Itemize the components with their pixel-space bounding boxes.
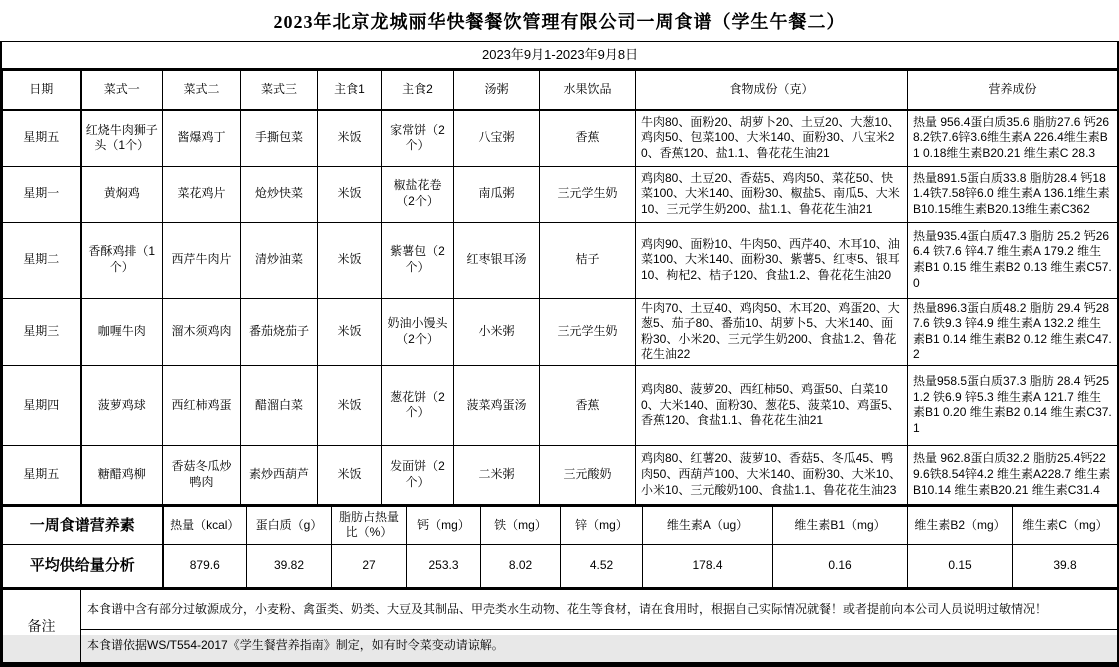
summary-value-cell: 0.15: [908, 544, 1013, 587]
page-title: 2023年北京龙城丽华快餐餐饮管理有限公司一周食谱（学生午餐二）: [273, 11, 846, 32]
summary-header-cell: 铁（mg）: [481, 506, 561, 545]
dish3-cell: 素炒西葫芦: [241, 445, 318, 504]
day-cell: 星期三: [3, 298, 81, 365]
summary-header-cell: 维生素B2（mg）: [908, 506, 1013, 545]
fruit-cell: 三元酸奶: [540, 445, 636, 504]
col-header-fruit: 水果饮品: [540, 70, 636, 111]
staple2-cell: 发面饼（2个）: [382, 445, 454, 504]
summary-value-cell: 0.16: [773, 544, 908, 587]
summary-table: [2, 505, 1118, 588]
dish3-cell: 番茄烧茄子: [241, 298, 318, 365]
staple1-cell: 米饭: [318, 365, 382, 445]
menu-row: [3, 298, 1118, 365]
day-cell: 星期五: [3, 445, 81, 504]
summary-value-cell: 879.6: [163, 544, 247, 587]
menu-row: [3, 166, 1118, 222]
menu-table-box: [0, 41, 1119, 667]
summary-label-line1: 一周食谱营养素: [3, 506, 163, 545]
dish1-cell: 黄焖鸡: [81, 166, 163, 222]
summary-value-row: [3, 544, 1118, 587]
dish3-cell: 炝炒快菜: [241, 166, 318, 222]
soup-cell: 红枣银耳汤: [454, 222, 540, 298]
summary-value-cell: 39.8: [1013, 544, 1118, 587]
note-row: [3, 629, 1118, 662]
col-header-nutrition: 营养成份: [908, 70, 1118, 111]
day-cell: 星期四: [3, 365, 81, 445]
dish1-cell: 菠萝鸡球: [81, 365, 163, 445]
soup-cell: 南瓜粥: [454, 166, 540, 222]
soup-cell: 八宝粥: [454, 110, 540, 166]
summary-header-cell: 维生素C（mg）: [1013, 506, 1118, 545]
col-header-staple1: 主食1: [318, 70, 382, 111]
summary-header-cell: 蛋白质（g）: [247, 506, 332, 545]
summary-header-cell: 钙（mg）: [407, 506, 481, 545]
ingredients-cell: 鸡肉80、红薯20、菠萝10、香菇5、冬瓜45、鸭肉50、西葫芦100、大米140、面粉30、大米10、小米10、三元酸奶100、食盐1.1、鲁花花生油23: [636, 445, 908, 504]
fruit-cell: 三元学生奶: [540, 166, 636, 222]
staple1-cell: 米饭: [318, 222, 382, 298]
summary-value-cell: 8.02: [481, 544, 561, 587]
soup-cell: 菠菜鸡蛋汤: [454, 365, 540, 445]
summary-label-line2: 平均供给量分析: [3, 544, 163, 587]
nutrition-cell: 热量958.5蛋白质37.3 脂肪 28.4 钙251.2 铁6.9 锌5.3 维生素A 121.7 维生素B1 0.20 维生素B2 0.14 维生素C37.1: [908, 365, 1118, 445]
summary-header-cell: 热量（kcal）: [163, 506, 247, 545]
col-header-dish2: 菜式二: [163, 70, 241, 111]
dish1-cell: 香酥鸡排（1个）: [81, 222, 163, 298]
staple1-cell: 米饭: [318, 445, 382, 504]
menu-row: [3, 445, 1118, 504]
dish2-cell: 菜花鸡片: [163, 166, 241, 222]
dish1-cell: 糖醋鸡柳: [81, 445, 163, 504]
date-row: [3, 42, 1118, 70]
fruit-cell: 桔子: [540, 222, 636, 298]
soup-cell: 小米粥: [454, 298, 540, 365]
ingredients-cell: 牛肉70、土豆40、鸡肉50、木耳20、鸡蛋20、大葱5、茄子80、番茄10、胡萝卜5、大米140、面粉30、小米20、三元学生奶200、食盐1.2、鲁花花生油22: [636, 298, 908, 365]
date-range: 2023年9月1-2023年9月8日: [3, 42, 1118, 70]
note-line: 本食谱中含有部分过敏源成分，小麦粉、禽蛋类、奶类、大豆及其制品、甲壳类水生动物、花生等食材，请在食用时，根据自己实际情况就餐！或者提前向本公司人员说明过敏情况！: [81, 589, 1118, 630]
col-header-dish3: 菜式三: [241, 70, 318, 111]
staple1-cell: 米饭: [318, 298, 382, 365]
dish3-cell: 手撕包菜: [241, 110, 318, 166]
nutrition-cell: 热量 956.4蛋白质35.6 脂肪27.6 钙268.2铁7.6锌3.6维生素A 226.4维生素B1 0.18维生素B20.21 维生素C 28.3: [908, 110, 1118, 166]
dish2-cell: 西红柿鸡蛋: [163, 365, 241, 445]
dish2-cell: 香菇冬瓜炒鸭肉: [163, 445, 241, 504]
soup-cell: 二米粥: [454, 445, 540, 504]
menu-row: [3, 222, 1118, 298]
dish3-cell: 清炒油菜: [241, 222, 318, 298]
dish2-cell: 西芹牛肉片: [163, 222, 241, 298]
notes-label: 备注: [3, 589, 81, 663]
nutrition-cell: 热量891.5蛋白质33.8 脂肪28.4 钙181.4铁7.58锌6.0 维生素A 136.1维生素B10.15维生素B20.13维生素C362: [908, 166, 1118, 222]
dish1-cell: 咖喱牛肉: [81, 298, 163, 365]
summary-header-row: [3, 506, 1118, 545]
menu-row: [3, 365, 1118, 445]
staple2-cell: 椒盐花卷（2个）: [382, 166, 454, 222]
staple2-cell: 家常饼（2个）: [382, 110, 454, 166]
dish1-cell: 红烧牛肉狮子头（1个）: [81, 110, 163, 166]
fruit-cell: 香蕉: [540, 365, 636, 445]
col-header-dish1: 菜式一: [81, 70, 163, 111]
fruit-cell: 香蕉: [540, 110, 636, 166]
staple1-cell: 米饭: [318, 110, 382, 166]
dish2-cell: 酱爆鸡丁: [163, 110, 241, 166]
header-row: [3, 70, 1118, 111]
fruit-cell: 三元学生奶: [540, 298, 636, 365]
col-header-staple2: 主食2: [382, 70, 454, 111]
summary-header-cell: 维生素A（ug）: [643, 506, 773, 545]
summary-header-cell: 脂肪占热量比（%）: [332, 506, 407, 545]
summary-header-cell: 锌（mg）: [561, 506, 643, 545]
ingredients-cell: 牛肉80、面粉20、胡萝卜20、土豆20、大葱10、鸡肉50、包菜100、大米140、面粉30、八宝米20、香蕉120、盐1.1、鲁花花生油21: [636, 110, 908, 166]
ingredients-cell: 鸡肉80、土豆20、香菇5、鸡肉50、菜花50、快菜100、大米140、面粉30、椒盐5、南瓜5、大米10、三元学生奶200、盐1.1、鲁花花生油21: [636, 166, 908, 222]
summary-header-cell: 维生素B1（mg）: [773, 506, 908, 545]
nutrition-cell: 热量896.3蛋白质48.2 脂肪 29.4 钙287.6 铁9.3 锌4.9 维生素A 132.2 维生素B1 0.14 维生素B2 0.12 维生素C47.2: [908, 298, 1118, 365]
col-header-ingredients: 食物成份（克）: [636, 70, 908, 111]
ingredients-cell: 鸡肉90、面粉10、牛肉50、西芹40、木耳10、油菜100、大米140、面粉30、紫薯5、红枣5、银耳10、枸杞2、桔子120、食盐1.2、鲁花花生油20: [636, 222, 908, 298]
summary-value-cell: 4.52: [561, 544, 643, 587]
summary-value-cell: 39.82: [247, 544, 332, 587]
summary-value-cell: 178.4: [643, 544, 773, 587]
summary-value-cell: 253.3: [407, 544, 481, 587]
staple2-cell: 紫薯包（2个）: [382, 222, 454, 298]
menu-table: [2, 42, 1118, 505]
menu-row: [3, 110, 1118, 166]
day-cell: 星期五: [3, 110, 81, 166]
nutrition-cell: 热量 962.8蛋白质32.2 脂肪25.4钙229.6铁8.54锌4.2 维生素A228.7 维生素B10.14 维生素B20.21 维生素C31.4: [908, 445, 1118, 504]
day-cell: 星期二: [3, 222, 81, 298]
staple2-cell: 奶油小馒头（2个）: [382, 298, 454, 365]
notes-table: [2, 588, 1118, 663]
dish3-cell: 醋溜白菜: [241, 365, 318, 445]
day-cell: 星期一: [3, 166, 81, 222]
staple2-cell: 葱花饼（2个）: [382, 365, 454, 445]
ingredients-cell: 鸡肉80、菠萝20、西红柿50、鸡蛋50、白菜100、大米140、面粉30、葱花5、菠菜10、鸡蛋5、香蕉120、食盐1.1、鲁花花生油21: [636, 365, 908, 445]
col-header-soup: 汤粥: [454, 70, 540, 111]
dish2-cell: 溜木须鸡肉: [163, 298, 241, 365]
col-header-day: 日期: [3, 70, 81, 111]
note-line: 本食谱依据WS/T554-2017《学生餐营养指南》制定，如有时令菜变动请谅解。: [81, 629, 1118, 662]
staple1-cell: 米饭: [318, 166, 382, 222]
note-row: [3, 589, 1118, 630]
summary-value-cell: 27: [332, 544, 407, 587]
nutrition-cell: 热量935.4蛋白质47.3 脂肪 25.2 钙266.4 铁7.6 锌4.7 维生素A 179.2 维生素B1 0.15 维生素B2 0.13 维生素C57.0: [908, 222, 1118, 298]
